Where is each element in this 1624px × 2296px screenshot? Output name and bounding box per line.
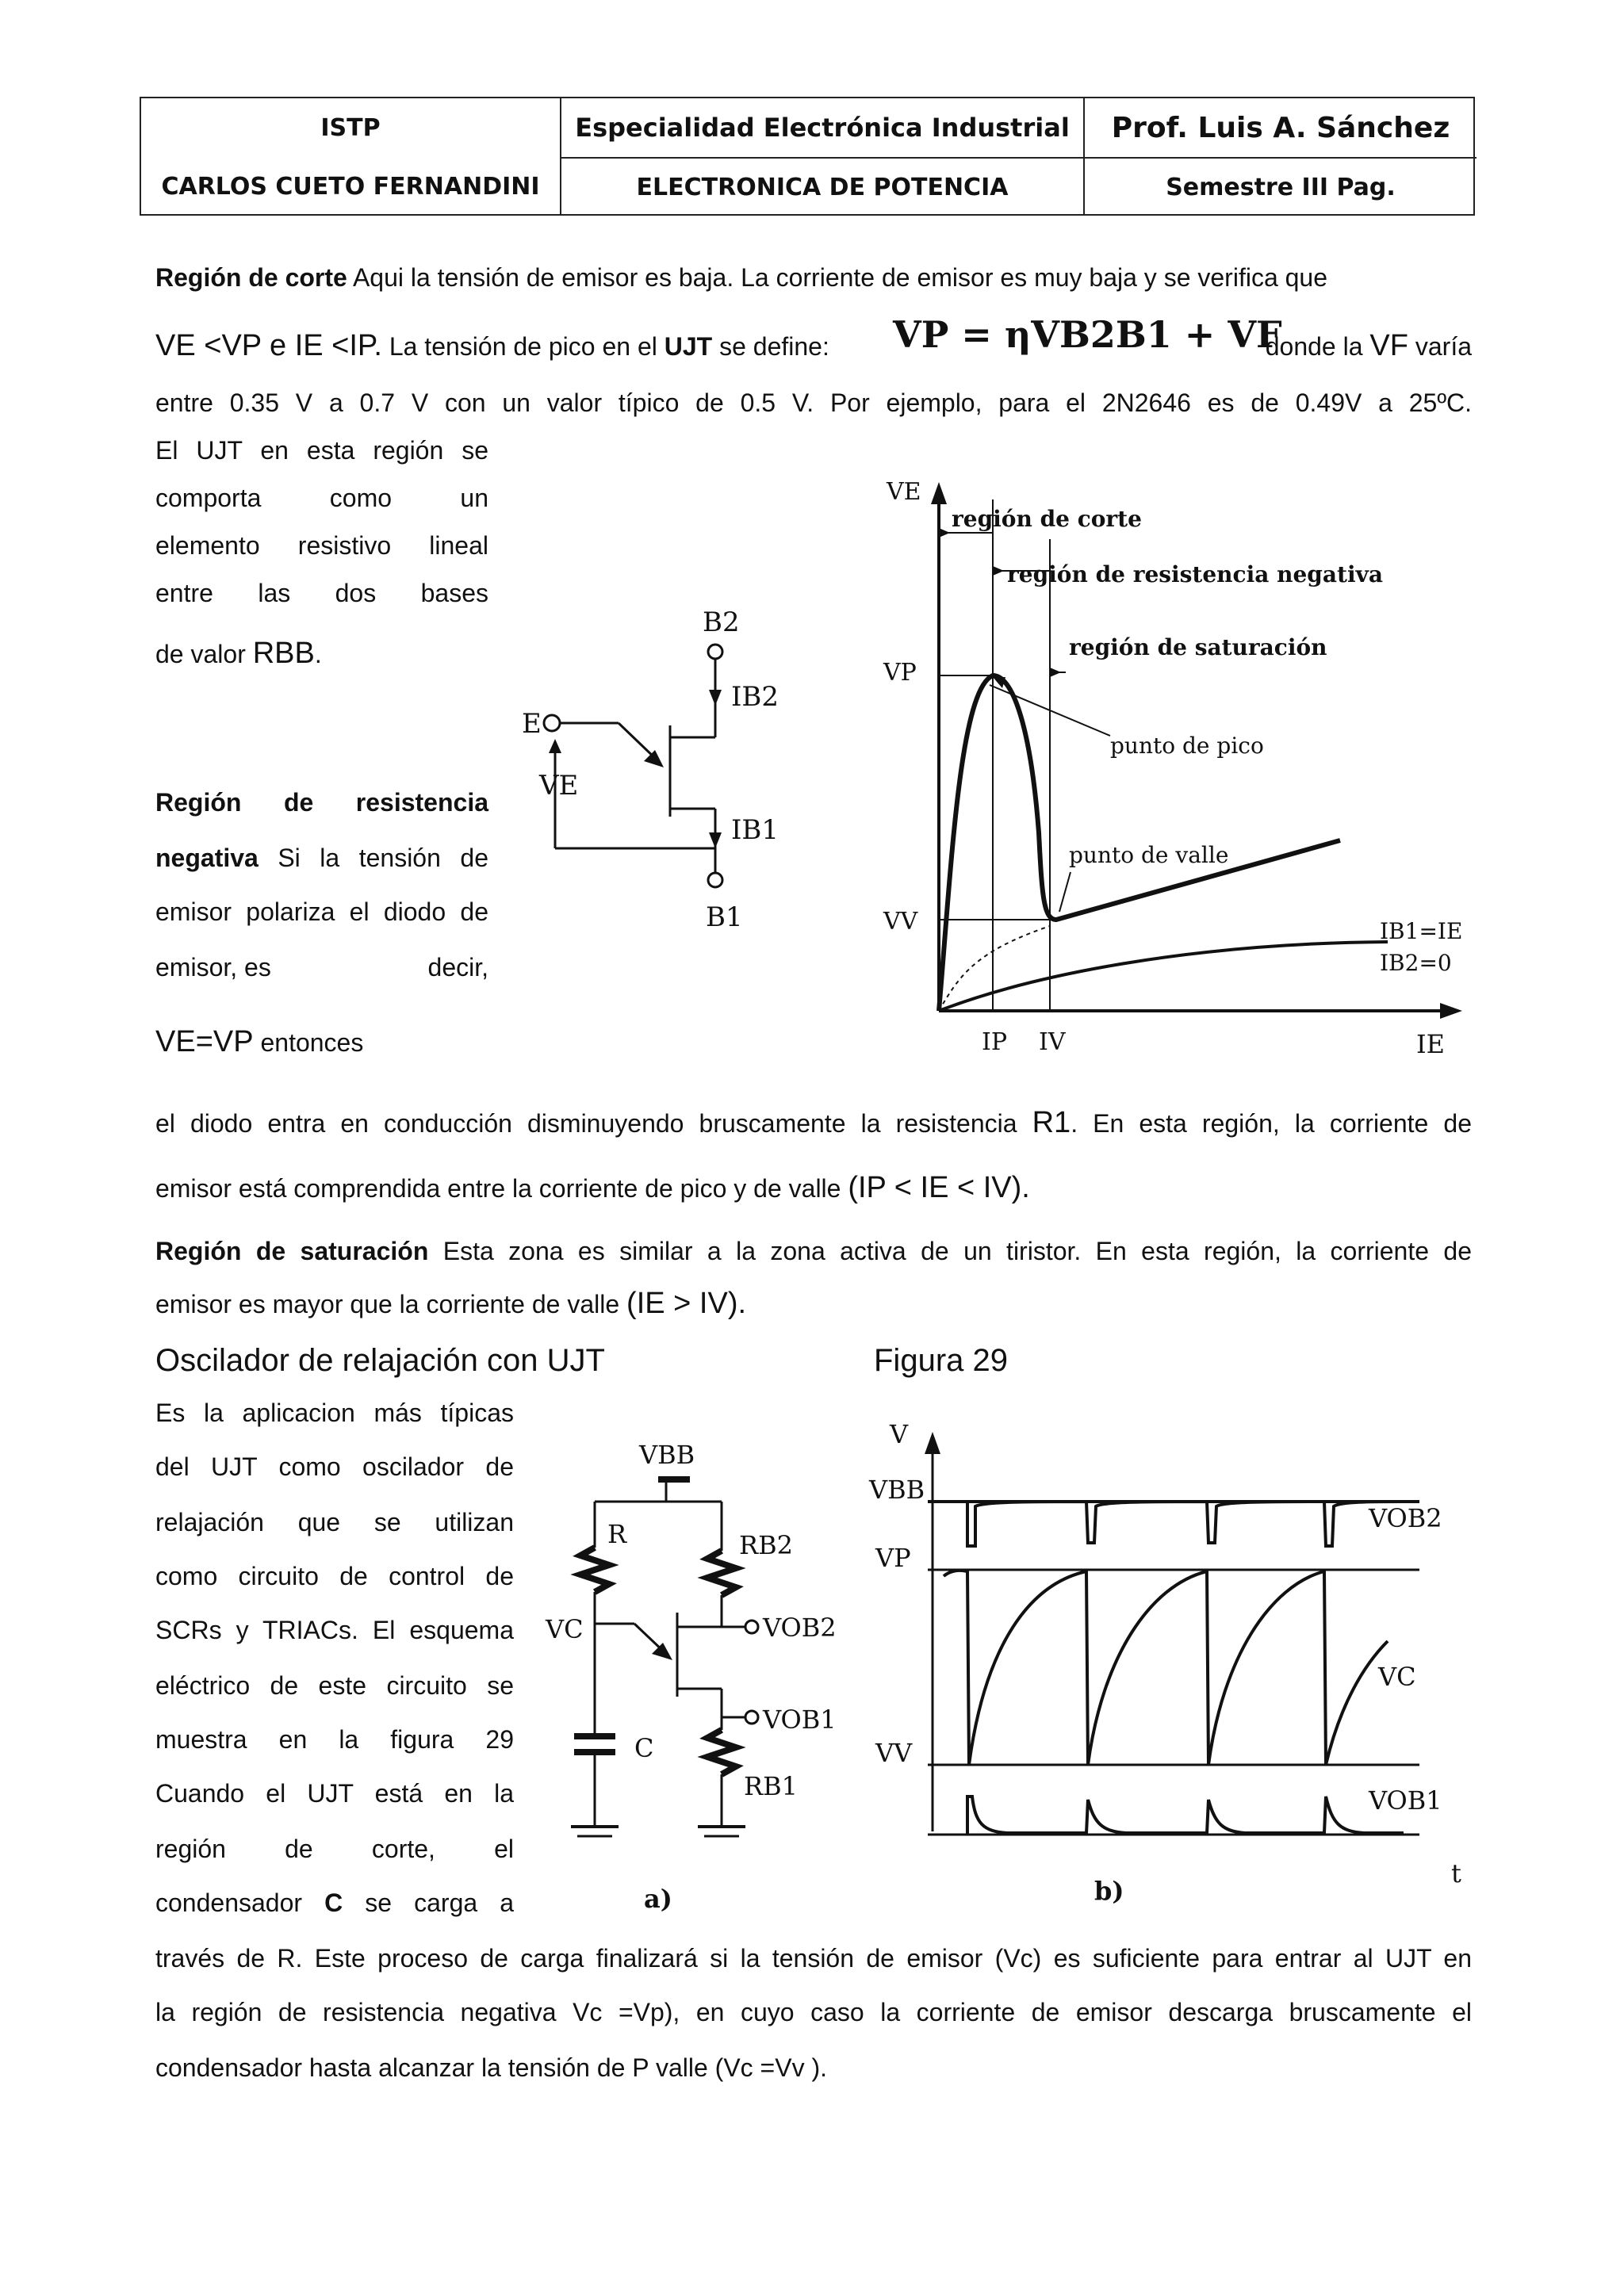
ujt-label-ib1: IB1 [731, 814, 779, 846]
curve-label-ie: IE [1416, 1029, 1445, 1059]
osc-side-8: Cuando el UJT está en la [155, 1779, 514, 1808]
wave-label-vp: VP [875, 1543, 911, 1573]
side-text-2: comporta como un [155, 484, 488, 512]
corte-title: Región de corte [155, 263, 347, 292]
wave-label-vob2: VOB2 [1369, 1503, 1442, 1533]
ujt-label-ib2: IB2 [731, 681, 779, 713]
negativa-cont2: emisor está comprendida entre la corriente de pico y de valle (IP < IE < IV). [155, 1171, 1030, 1204]
curve-peak-point: punto de pico [1110, 733, 1264, 759]
osc-label-vob2: VOB2 [763, 1613, 837, 1643]
side-text-4: entre las dos bases [155, 579, 488, 607]
osc-label-rb2: RB2 [739, 1530, 793, 1560]
osc-caption-a: a) [644, 1884, 672, 1914]
curve-region-saturacion: región de saturación [1069, 634, 1327, 660]
osc-side-6: eléctrico de este circuito se [155, 1671, 514, 1700]
osc-label-vob1: VOB1 [763, 1705, 837, 1735]
wave-label-t: t [1451, 1858, 1461, 1888]
osc-label-r: R [607, 1519, 627, 1549]
saturacion-line1: Región de saturación Esta zona es similar a la zona activa de un tiristor. En esta región, la corriente de [155, 1237, 1473, 1265]
side-text-1: El UJT en esta región se [155, 436, 488, 465]
wave-label-vob1: VOB1 [1369, 1785, 1442, 1816]
osc-label-rb1: RB1 [744, 1771, 798, 1801]
osc-para-2: la región de resistencia negativa Vc =Vp), en cuyo caso la corriente de emisor descarga bruscamente el [155, 1998, 1472, 2026]
curve-label-vp: VP [883, 659, 917, 687]
ujt-label-b2: B2 [703, 607, 740, 638]
corte-formula-line: VE <VP e IE <IP. La tensión de pico en el UJT se define: [155, 329, 829, 362]
negativa-title: Región de resistencia [155, 788, 488, 817]
header-istp: ISTP [320, 113, 381, 142]
header-institute: CARLOS CUETO FERNANDINI [161, 172, 540, 201]
header-specialty: Especialidad Electrónica Industrial [575, 113, 1070, 143]
curve-valley-point: punto de valle [1069, 842, 1229, 868]
wave-label-vbb: VBB [869, 1475, 925, 1505]
curve-label-ib1ie: IB1=IE [1380, 918, 1463, 944]
negativa-line5: VE=VP entonces [155, 1025, 364, 1058]
negativa-line3: emisor polariza el diodo de [155, 897, 488, 926]
negativa-cont1: el diodo entra en conducción disminuyendo bruscamente la resistencia R1. En esta región, la corriente de [155, 1106, 1473, 1139]
wave-caption-b: b) [1094, 1876, 1124, 1906]
curve-region-negativa: región de resistencia negativa [1007, 561, 1383, 587]
wave-label-vc: VC [1378, 1662, 1416, 1692]
saturacion-line2: emisor es mayor que la corriente de valle (IE > IV). [155, 1287, 747, 1320]
side-text-3: elemento resistivo lineal [155, 531, 488, 560]
oscillator-waveforms-figure [864, 1403, 1483, 1927]
header-course: ELECTRONICA DE POTENCIA [636, 173, 1009, 201]
curve-label-iv: IV [1039, 1028, 1066, 1056]
wave-label-vv: VV [875, 1738, 913, 1768]
curve-label-ip: IP [982, 1028, 1008, 1056]
osc-label-c: C [634, 1733, 654, 1763]
negativa-line2: negativa Si la tensión de [155, 844, 488, 872]
osc-side-2: del UJT como oscilador de [155, 1452, 514, 1481]
osc-side-7: muestra en la figura 29 [155, 1725, 514, 1754]
curve-label-ib2zero: IB2=0 [1380, 950, 1452, 976]
negativa-line4a: emisor, es [155, 953, 271, 982]
osc-label-vc: VC [546, 1614, 584, 1644]
figure-label: Figura 29 [874, 1343, 1008, 1378]
osc-side-4: como circuito de control de [155, 1562, 514, 1590]
osc-side-1: Es la aplicacion más típicas [155, 1399, 514, 1427]
osc-side-3: relajación que se utilizan [155, 1508, 514, 1536]
ujt-characteristic-curve [872, 468, 1491, 1070]
ve-condition: VE <VP e IE <IP. [155, 329, 382, 362]
osc-side-10: condensador C se carga a [155, 1888, 515, 1917]
curve-label-vv: VV [883, 908, 918, 936]
peak-voltage-formula: VP = ηVB2B1 + VF [893, 313, 1282, 356]
header-semester: Semestre III Pag. [1166, 173, 1396, 201]
wave-label-v: V [890, 1419, 909, 1449]
header-table [140, 97, 1475, 216]
ujt-label-b1: B1 [706, 901, 743, 933]
oscilador-title: Oscilador de relajación con UJT [155, 1343, 605, 1378]
ujt-label-e: E [522, 708, 542, 740]
ujt-symbol-figure [508, 587, 809, 967]
oscillator-circuit-figure [531, 1403, 848, 1927]
curve-label-ve: VE [887, 478, 921, 506]
osc-label-vbb: VBB [639, 1440, 695, 1470]
side-text-5: de valor RBB. [155, 637, 322, 670]
osc-side-9: región de corte, el [155, 1835, 514, 1863]
corte-line3: entre 0.35 V a 0.7 V con un valor típico de 0.5 V. Por ejemplo, para el 2N2646 es de 0.49V a 25ºC. [155, 388, 1472, 417]
formula-tail: donde la VF varía [1265, 329, 1472, 362]
osc-para-3: condensador hasta alcanzar la tensión de P valle (Vc =Vv ). [155, 2053, 828, 2082]
osc-para-1: través de R. Este proceso de carga finalizará si la tensión de emisor (Vc) es suficiente para entrar al UJT en [155, 1944, 1472, 1973]
curve-region-corte: región de corte [952, 506, 1142, 532]
osc-side-5: SCRs y TRIACs. El esquema [155, 1616, 514, 1644]
header-professor: Prof. Luis A. Sánchez [1111, 111, 1450, 144]
negativa-line4b: decir, [427, 953, 488, 982]
corte-paragraph: Región de corte Aqui la tensión de emisor es baja. La corriente de emisor es muy baja y se verifica que [155, 263, 1328, 292]
ujt-label-ve: VE [539, 770, 579, 802]
